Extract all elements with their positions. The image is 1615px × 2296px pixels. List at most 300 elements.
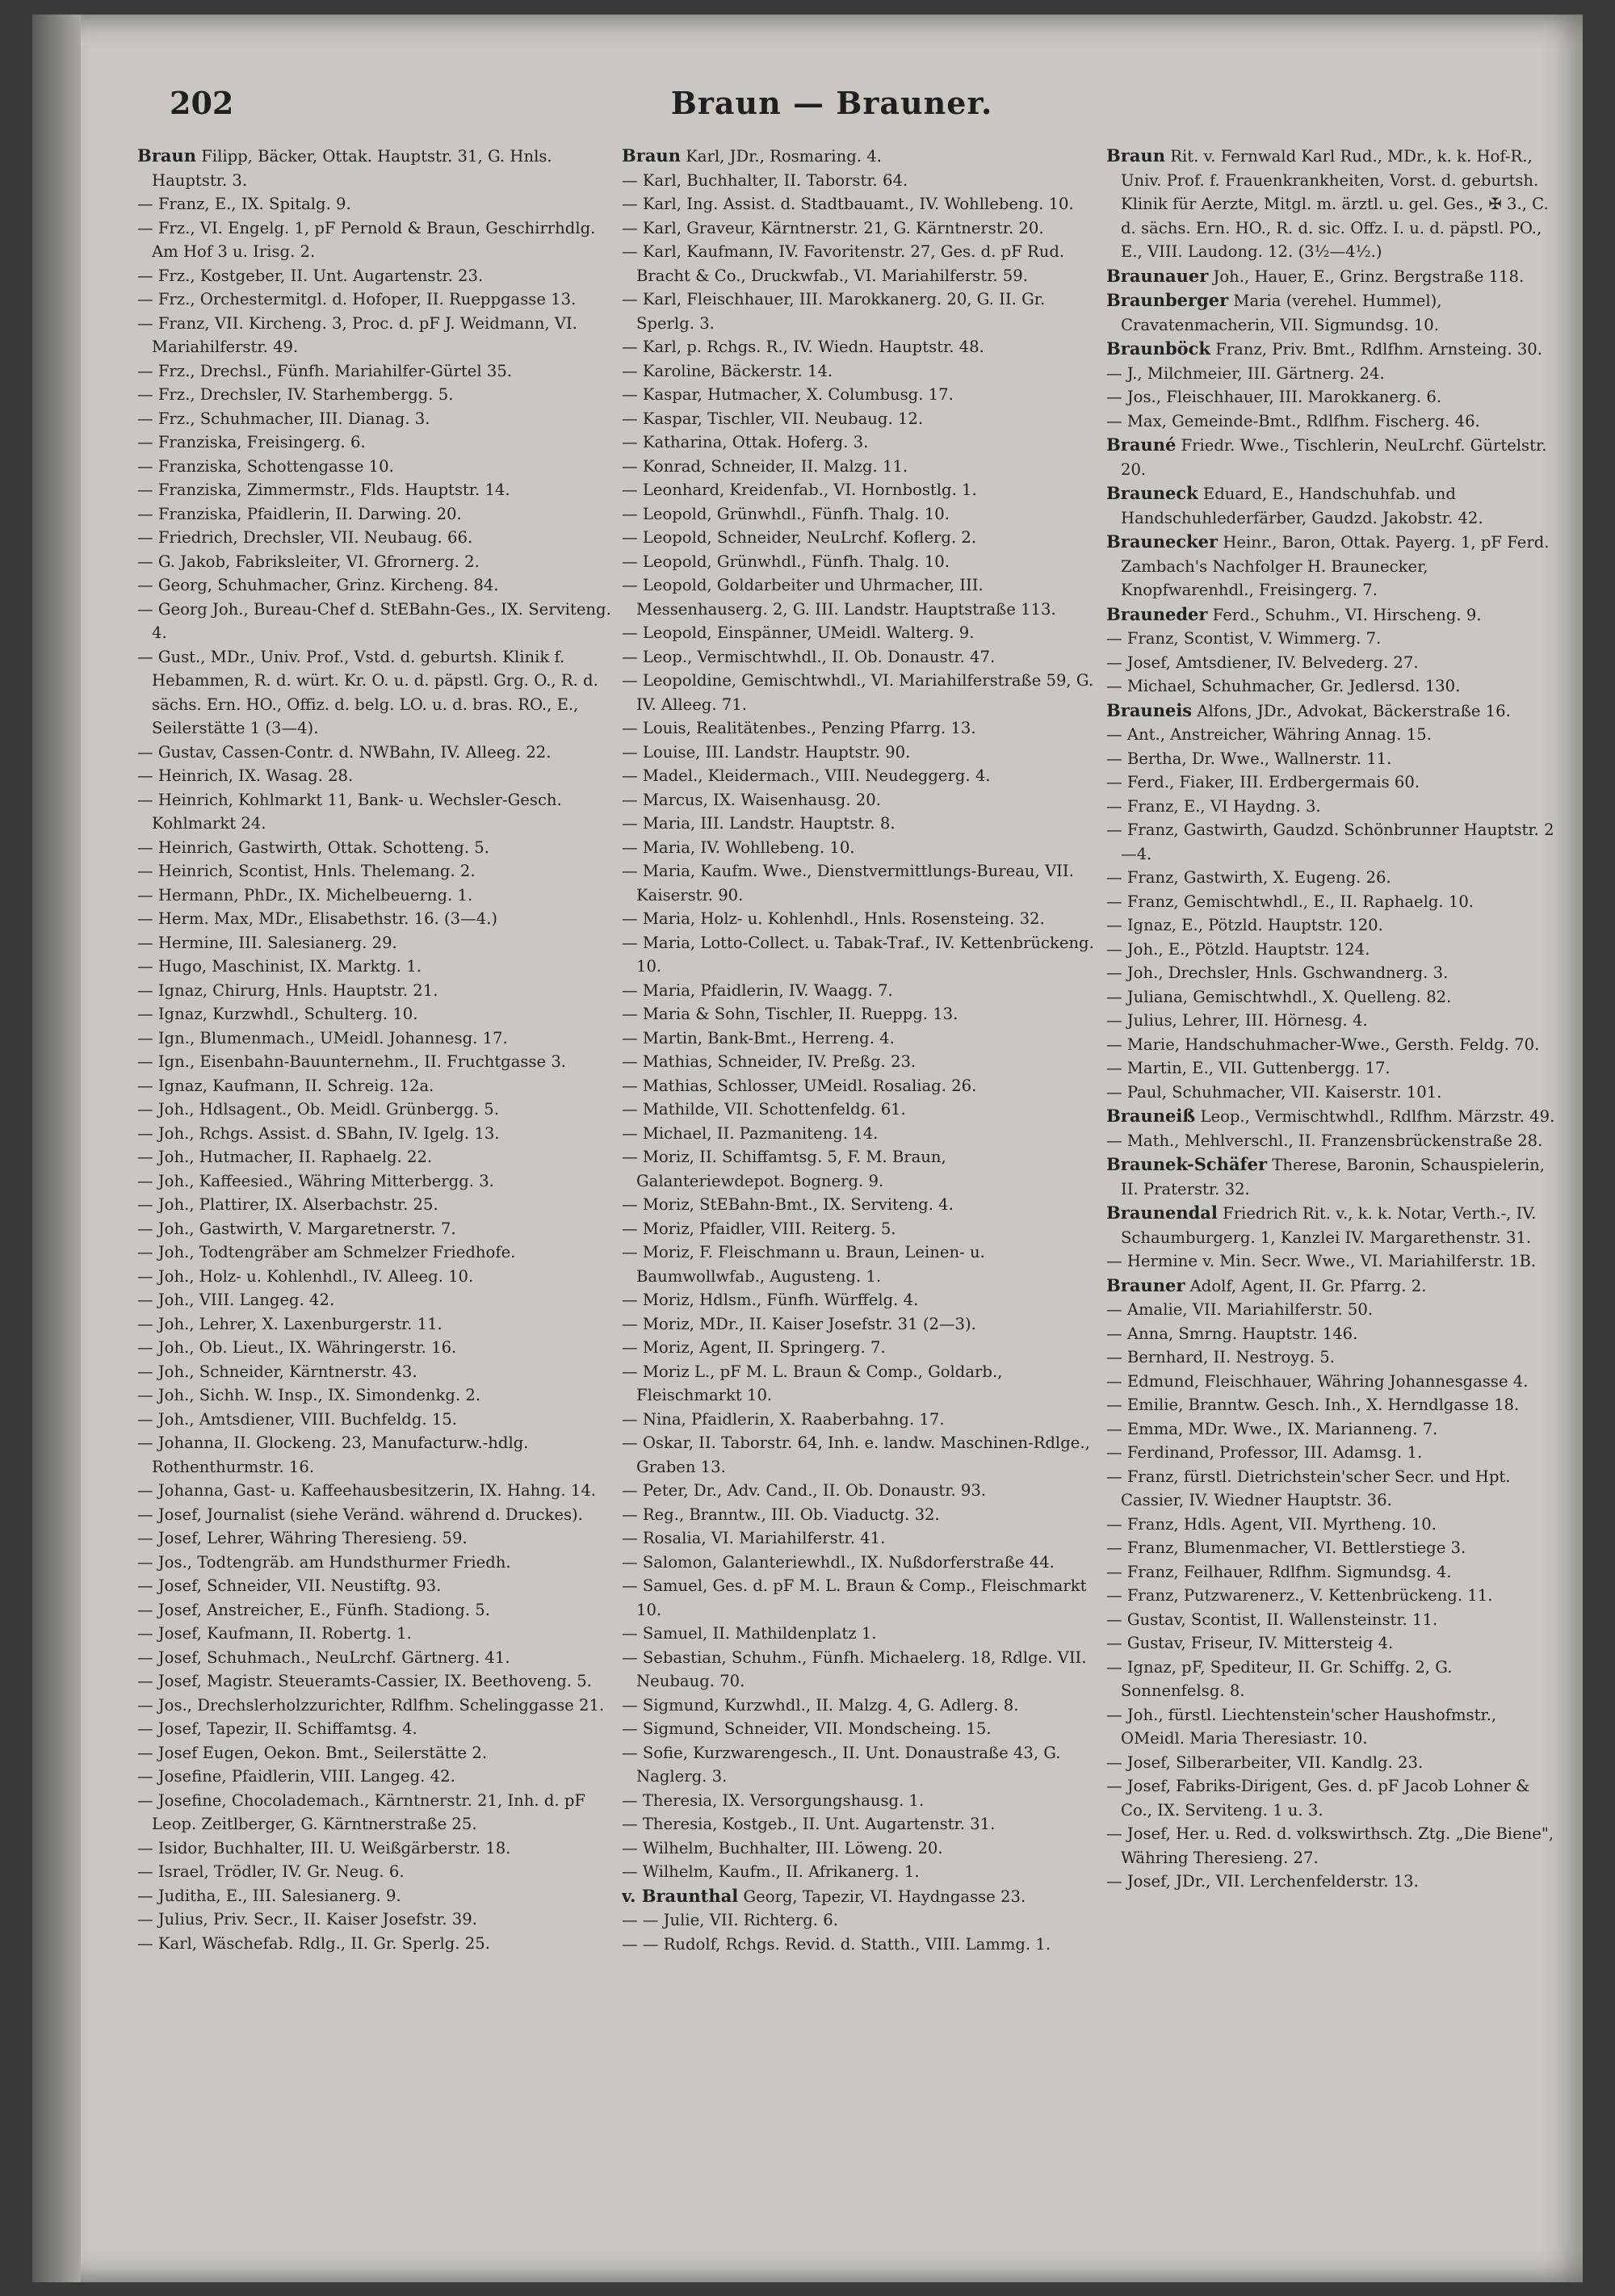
entry-text: — Joh., Kaffeesied., Währing Mitterbergg. 3. (137, 1171, 494, 1190)
directory-entry (1106, 1751, 1558, 1775)
entry-text: — Sigmund, Kurzwhdl., II. Malzg. 4, G. Adlerg. 8. (622, 1695, 1019, 1715)
directory-entry (1106, 913, 1558, 938)
entry-text: — Karl, Ing. Assist. d. Stadtbauamt., IV. Wohllebeng. 10. (622, 195, 1074, 213)
entry-text: — Ignaz, pF, Spediteur, II. Gr. Schiffg. 2, G. Sonnenfelsg. 8. (1106, 1657, 1453, 1700)
directory-entry (137, 1122, 614, 1146)
entry-text: — Josef, Magistr. Steueramts-Cassier, IX. Beethoveng. 5. (137, 1672, 592, 1690)
directory-entry (622, 1074, 1098, 1098)
directory-entry (137, 1860, 614, 1884)
entry-text: — Theresia, IX. Versorgungshausg. 1. (622, 1790, 925, 1810)
entry-text: — Joh., Schneider, Kärntnerstr. 43. (137, 1362, 417, 1381)
entry-text: — Franz, E., IX. Spitalg. 9. (137, 195, 351, 213)
directory-entry (137, 1646, 614, 1670)
entry-text: — Frz., Drechsl., Fünfh. Mariahilfer-Gürtel 35. (137, 361, 513, 380)
directory-entry (137, 1026, 614, 1051)
directory-entry (137, 884, 614, 908)
directory-entry (622, 1336, 1098, 1360)
directory-entry (1106, 747, 1558, 771)
directory-entry (622, 859, 1098, 907)
entry-headword: Brauneck (1106, 483, 1198, 503)
entry-text: — Frz., Orchestermitgl. d. Hofoper, II. Rueppgasse 13. (137, 290, 577, 309)
directory-entry (622, 716, 1098, 741)
directory-entry (137, 1336, 614, 1360)
directory-entry (137, 430, 614, 455)
directory-entry (1106, 1104, 1558, 1129)
directory-entry (1106, 1560, 1558, 1585)
entry-text: Joh., Hauer, E., Grinz. Bergstraße 118. (1213, 267, 1525, 286)
directory-entry (1106, 1441, 1558, 1465)
page-header (137, 85, 1526, 133)
directory-entry (1106, 770, 1558, 795)
entry-text: — Mathilde, VII. Schottenfeldg. 61. (622, 1100, 906, 1119)
directory-entry (622, 836, 1098, 860)
directory-entry (137, 1694, 614, 1718)
directory-entry (622, 1646, 1098, 1694)
directory-entry (137, 478, 614, 502)
directory-entry (622, 288, 1098, 335)
entry-text: — Leopold, Schneider, NeuLrchf. Koflerg. 2. (622, 528, 977, 547)
directory-entry (1106, 890, 1558, 914)
entry-text: — G. Jakob, Fabriksleiter, VI. Gfrornerg. 2. (137, 552, 480, 571)
entry-text: — Kaspar, Tischler, VII. Neubaug. 12. (622, 409, 924, 428)
entry-text: — Joh., Drechsler, Hnls. Gschwandnerg. 3. (1106, 963, 1449, 982)
entry-headword: Brauneder (1106, 603, 1208, 624)
directory-entry (622, 812, 1098, 836)
entry-text: — Joh., Sichh. W. Insp., IX. Simondenkg. 2. (137, 1386, 481, 1404)
directory-entry (1106, 938, 1558, 962)
entry-text: — Hermine, III. Salesianerg. 29. (137, 933, 397, 952)
entry-text: — Theresia, Kostgeb., II. Unt. Augartenstr. 31. (622, 1815, 996, 1833)
directory-entry (622, 1622, 1098, 1646)
directory-entry (622, 478, 1098, 502)
directory-entry (622, 907, 1098, 931)
entry-text: — Franziska, Zimmermstr., Flds. Hauptstr. 14. (137, 481, 510, 499)
entry-text: — Samuel, II. Mathildenplatz 1. (622, 1624, 877, 1643)
directory-entry (137, 979, 614, 1003)
entry-text: Friedr. Wwe., Tischlerin, NeuLrchf. Gürtelstr. 20. (1121, 436, 1547, 479)
directory-entry (1106, 1322, 1558, 1346)
directory-entry (1106, 1081, 1558, 1105)
entry-text: — Heinrich, Kohlmarkt 11, Bank- u. Wechsler-Gesch. Kohlmarkt 24. (137, 790, 562, 833)
entry-text: — Josef, Kaufmann, II. Robertg. 1. (137, 1624, 412, 1643)
directory-entry (137, 598, 614, 645)
directory-entry (622, 1217, 1098, 1241)
directory-entry (137, 573, 614, 598)
entry-text: — Bertha, Dr. Wwe., Wallnerstr. 11. (1106, 749, 1392, 768)
entry-text: — Ant., Anstreicher, Währing Annag. 15. (1106, 725, 1432, 744)
entry-text: — Emilie, Branntw. Gesch. Inh., X. Herndlgasse 18. (1106, 1396, 1520, 1414)
directory-entry (622, 1860, 1098, 1884)
entry-text: Heinr., Baron, Ottak. Payerg. 1, pF Ferd. Zambach's Nachfolger H. Braunecker, Knopfwarenhdl., Freisingerg. 7. (1121, 533, 1550, 599)
entry-text: — Michael, II. Pazmaniteng. 14. (622, 1123, 879, 1143)
directory-entry (137, 1312, 614, 1337)
entry-text: — Joh., Holz- u. Kohlenhdl., IV. Alleeg. 10. (137, 1266, 474, 1286)
entry-text: — Maria, III. Landstr. Hauptstr. 8. (622, 814, 896, 833)
directory-entry (622, 1694, 1098, 1718)
entry-text: — Karl, p. Rchgs. R., IV. Wiedn. Hauptstr. 48. (622, 338, 984, 356)
directory-entry (622, 741, 1098, 765)
directory-entry (1106, 1774, 1558, 1822)
directory-entry (1106, 1656, 1558, 1703)
directory-entry (622, 192, 1098, 216)
entry-text: — Moriz L., pF M. L. Braun & Comp., Goldarb., Fleischmarkt 10. (622, 1362, 1003, 1404)
entry-text: — Paul, Schuhmacher, VII. Kaiserstr. 101. (1106, 1082, 1442, 1102)
entry-text: — Joh., Todtengräber am Schmelzer Friedhofe. (137, 1243, 516, 1261)
running-title: Braun — Brauner. (670, 85, 993, 121)
entry-text: — Sigmund, Schneider, VII. Mondscheing. 15. (622, 1719, 992, 1738)
entry-text: — Rosalia, VI. Mariahilferstr. 41. (622, 1529, 886, 1547)
entry-text: — Joh., Amtsdiener, VIII. Buchfeldg. 15. (137, 1409, 457, 1429)
entry-text: — Joh., Lehrer, X. Laxenburgerstr. 11. (137, 1314, 443, 1333)
entry-text: — Israel, Trödler, IV. Gr. Neug. 6. (137, 1862, 405, 1881)
directory-entry (137, 1265, 614, 1289)
directory-entry (137, 931, 614, 955)
directory-entry (622, 1098, 1098, 1122)
directory-entry (622, 550, 1098, 574)
entry-text: — Julius, Lehrer, III. Hörnesg. 4. (1106, 1011, 1368, 1030)
entry-text: — Leopoldine, Gemischtwhdl., VI. Mariahilferstraße 59, G. IV. Alleeg. 71. (622, 671, 1094, 714)
entry-text: — Emma, MDr. Wwe., IX. Marianneng. 7. (1106, 1419, 1438, 1438)
entry-text: — Louise, III. Landstr. Hauptstr. 90. (622, 742, 911, 762)
entry-text: — Maria, Holz- u. Kohlenhdl., Hnls. Rosensteing. 32. (622, 909, 1045, 928)
entry-text: — Georg, Schuhmacher, Grinz. Kircheng. 84. (137, 576, 499, 594)
directory-entry (1106, 1417, 1558, 1442)
entry-text: — Karl, Fleischhauer, III. Marokkanerg. 20, G. II. Gr. Sperlg. 3. (622, 290, 1046, 333)
directory-entry (137, 1479, 614, 1503)
directory-entry (1106, 1465, 1558, 1513)
directory-entry (137, 1408, 614, 1432)
directory-entry (137, 216, 614, 264)
entry-text: Franz, Priv. Bmt., Rdlfhm. Arnsteing. 30. (1215, 340, 1542, 359)
entry-headword: Braun (137, 145, 196, 166)
entry-headword: Braunböck (1106, 338, 1210, 359)
entry-headword: Braunek-Schäfer (1106, 1154, 1268, 1174)
directory-entry (1106, 818, 1558, 866)
directory-entry (622, 1789, 1098, 1813)
directory-entry (622, 1312, 1098, 1337)
entry-text: — Jos., Fleischhauer, III. Marokkanerg. 6. (1106, 388, 1442, 406)
directory-entry (1106, 1608, 1558, 1632)
entry-text: — Hermine v. Min. Secr. Wwe., VI. Mariahilferstr. 1B. (1106, 1252, 1537, 1270)
directory-entry (622, 1002, 1098, 1026)
directory-entry (137, 1765, 614, 1789)
entry-text: — Josefine, Chocolademach., Kärntnerstr. 21, Inh. d. pF Leop. Zeitlberger, G. Kärntnerstraße 25. (137, 1790, 585, 1833)
entry-text: — — Rudolf, Rchgs. Revid. d. Statth., VIII. Lammg. 1. (622, 1934, 1051, 1954)
directory-entry (622, 1122, 1098, 1146)
directory-entry (137, 1145, 614, 1169)
directory-entry (622, 1933, 1098, 1957)
entry-text: — Franz, Scontist, V. Wimmerg. 7. (1106, 629, 1382, 648)
directory-entry (137, 645, 614, 741)
entry-text: — Josef Eugen, Oekon. Bmt., Seilerstätte 2. (137, 1743, 488, 1762)
directory-entry (137, 1360, 614, 1384)
directory-entry (137, 955, 614, 979)
directory-entry (622, 1717, 1098, 1741)
entry-text: — Joh., fürstl. Liechtenstein'scher Haushofmstr., OMeidl. Maria Theresiastr. 10. (1106, 1705, 1497, 1748)
directory-entry (137, 264, 614, 288)
directory-entry (137, 907, 614, 931)
entry-text: — Heinrich, Gastwirth, Ottak. Schotteng. 5. (137, 837, 489, 857)
directory-entry (622, 1884, 1098, 1909)
entry-text: — Franz, fürstl. Dietrichstein'scher Secr. und Hpt. Cassier, IV. Wiedner Hauptstr. 36. (1106, 1467, 1511, 1509)
directory-entry (622, 1526, 1098, 1551)
entry-headword: Braunauer (1106, 265, 1209, 286)
entry-text: — Frz., Drechsler, IV. Starhembergg. 5. (137, 385, 454, 404)
entry-text: — Friedrich, Drechsler, VII. Neubaug. 66. (137, 528, 473, 547)
entry-text: — Marie, Handschuhmacher-Wwe., Gersth. Feldg. 70. (1106, 1035, 1540, 1054)
directory-entry (622, 764, 1098, 788)
entry-text: — Reg., Branntw., III. Ob. Viaductg. 32. (622, 1505, 940, 1524)
entry-text: — Moriz, Agent, II. Springerg. 7. (622, 1338, 886, 1357)
entry-text: — Franz, Hdls. Agent, VII. Myrtheng. 10. (1106, 1514, 1437, 1534)
directory-entry (1106, 1345, 1558, 1370)
entry-text: — Leopold, Einspänner, UMeidl. Walterg. 9. (622, 623, 975, 642)
entry-headword: Braunendal (1106, 1203, 1218, 1223)
directory-entry (622, 216, 1098, 241)
directory-entry (622, 1574, 1098, 1622)
entry-text: — Wilhelm, Kaufm., II. Afrikanerg. 1. (622, 1862, 920, 1881)
directory-entry (137, 1503, 614, 1527)
directory-entry (1106, 1152, 1558, 1201)
entry-text: — Moriz, MDr., II. Kaiser Josefstr. 31 (2—3). (622, 1314, 976, 1333)
directory-entry (1106, 1703, 1558, 1751)
directory-entry (622, 430, 1098, 455)
directory-entry (1106, 1009, 1558, 1033)
entry-text: — Juditha, E., III. Salesianerg. 9. (137, 1886, 401, 1905)
directory-entry (1106, 795, 1558, 819)
entry-text: — Franziska, Schottengasse 10. (137, 456, 394, 476)
directory-entry (137, 1288, 614, 1312)
entry-text: — Gust., MDr., Univ. Prof., Vstd. d. geburtsh. Klinik f. Hebammen, R. d. würt. Kr. O. u. d. päpstl. Grg. O., R. d. sächs. Ern. HO., Offiz. d. belg. LO. u. d. bras. RO., E., Seilerstätte 1 (3—4). (137, 647, 598, 737)
directory-entry (137, 192, 614, 216)
entry-text: — Sofie, Kurzwarengesch., II. Unt. Donaustraße 43, G. Naglerg. 3. (622, 1743, 1061, 1786)
entry-text: — Josefine, Pfaidlerin, VIII. Langeg. 42. (137, 1767, 455, 1786)
directory-entry (137, 1050, 614, 1074)
entry-text: — Mathias, Schlosser, UMeidl. Rosaliag. 26. (622, 1076, 977, 1095)
directory-entry (622, 359, 1098, 384)
directory-entry (1106, 1393, 1558, 1417)
entry-text: — Bernhard, II. Nestroyg. 5. (1106, 1348, 1335, 1366)
entry-text: Rit. v. Fernwald Karl Rud., MDr., k. k. Hof-R., Univ. Prof. f. Frauenkrankheiten, Vorst. d. geburtsh. Klinik für Aerzte, Mitgl. m. ärztl. u. gel. Ges., ✠ 3., C. d. sächs. Ern. HO., R. d. sic. Offz. I. u. d. päpstl. PO., E., VIII. Laudong. 12. (3½—4½.) (1121, 147, 1549, 261)
entry-text: — Josef, JDr., VII. Lerchenfelderstr. 13. (1106, 1872, 1419, 1891)
directory-entry (1106, 627, 1558, 651)
entry-text: — Salomon, Galanteriewhdl., IX. Nußdorferstraße 44. (622, 1552, 1055, 1572)
entry-text: — Ignaz, Chirurg, Hnls. Hauptstr. 21. (137, 980, 438, 1000)
entry-text: — Josef, Lehrer, Währing Theresieng. 59. (137, 1529, 468, 1547)
entry-text: — Julius, Priv. Secr., II. Kaiser Josefstr. 39. (137, 1910, 477, 1929)
directory-entry (137, 288, 614, 312)
directory-entry (137, 1932, 614, 1956)
directory-entry (622, 502, 1098, 527)
entry-text: — Karl, Graveur, Kärntnerstr. 21, G. Kärntnerstr. 20. (622, 218, 1044, 237)
directory-entry (137, 407, 614, 431)
directory-entry (622, 669, 1098, 716)
directory-entry (1106, 866, 1558, 890)
directory-entry (137, 1598, 614, 1622)
entry-text: — Joh., Rchgs. Assist. d. SBahn, IV. Igelg. 13. (137, 1123, 500, 1143)
entry-text: — Leopold, Grünwhdl., Fünfh. Thalg. 10. (622, 504, 950, 523)
column-2 (622, 144, 1098, 2227)
entry-text: Therese, Baronin, Schauspielerin, II. Praterstr. 32. (1121, 1156, 1545, 1198)
entry-text: — Moriz, Hdlsm., Fünfh. Würffelg. 4. (622, 1291, 919, 1309)
entry-text: — Franz, Blumenmacher, VI. Bettlerstiege 3. (1106, 1538, 1466, 1557)
directory-entry (622, 169, 1098, 193)
entry-headword: Brauneiß (1106, 1106, 1196, 1126)
entry-headword: v. Braunthal (622, 1885, 739, 1906)
directory-entry (137, 1074, 614, 1098)
directory-entry (1106, 1631, 1558, 1656)
entry-text: — Louis, Realitätenbes., Penzing Pfarrg. 13. (622, 719, 976, 737)
entry-text: — Michael, Schuhmacher, Gr. Jedlersd. 130. (1106, 677, 1461, 695)
directory-entry (1106, 530, 1558, 602)
book-gutter (32, 15, 81, 2282)
directory-entry (622, 1431, 1098, 1479)
entry-text: — J., Milchmeier, III. Gärtnerg. 24. (1106, 363, 1385, 383)
entry-text: — Jos., Drechslerholzzurichter, Rdlfhm. Schelinggasse 21. (137, 1695, 605, 1715)
entry-text: — Josef, Anstreicher, E., Fünfh. Stadiong. 5. (137, 1600, 490, 1619)
entry-text: — Maria, Pfaidlerin, IV. Waagg. 7. (622, 980, 893, 1000)
entry-text: — Leop., Vermischtwhdl., II. Ob. Donaustr. 47. (622, 647, 996, 666)
directory-entry (137, 1240, 614, 1265)
directory-entry (1106, 1033, 1558, 1057)
directory-entry (1106, 602, 1558, 628)
directory-entry (1106, 409, 1558, 434)
directory-entry (1106, 1129, 1558, 1153)
directory-entry (137, 1669, 614, 1694)
entry-text: — Herm. Max, MDr., Elisabethstr. 16. (3—4.) (137, 909, 498, 928)
directory-entry (137, 455, 614, 479)
entry-text: — Madel., Kleidermach., VIII. Neudeggerg. 4. (622, 766, 991, 785)
entry-text: — Georg Joh., Bureau-Chef d. StEBahn-Ges., IX. Serviteng. 4. (137, 599, 611, 642)
entry-text: — Maria & Sohn, Tischler, II. Rueppg. 13. (622, 1005, 959, 1023)
directory-entry (137, 1526, 614, 1551)
entry-text: — Josef, Her. u. Red. d. volkswirthsch. Ztg. „Die Biene", Währing Theresieng. 27. (1106, 1824, 1554, 1867)
directory-entry (622, 1503, 1098, 1527)
entry-text: — Math., Mehlverschl., II. Franzensbrückenstraße 28. (1106, 1131, 1543, 1150)
entry-text: — Max, Gemeinde-Bmt., Rdlfhm. Fischerg. 46. (1106, 411, 1480, 430)
entry-text: — Josef, Journalist (siehe Veränd. während d. Druckes). (137, 1505, 583, 1524)
entry-text: — Karl, Kaufmann, IV. Favoritenstr. 27, Ges. d. pF Rud. Bracht & Co., Druckwfab., VI. Mariahilferstr. 59. (622, 242, 1065, 285)
directory-entry (137, 1622, 614, 1646)
directory-entry (622, 979, 1098, 1003)
directory-entry (622, 788, 1098, 812)
column-1 (137, 144, 614, 2227)
entry-text: — Franz, Putzwarenerz., V. Kettenbrückeng. 11. (1106, 1586, 1493, 1605)
entry-headword: Braun (622, 145, 681, 166)
directory-entry (137, 764, 614, 788)
entry-text: — Mathias, Schneider, IV. Preßg. 23. (622, 1052, 917, 1071)
directory-entry (137, 1884, 614, 1908)
directory-entry (622, 1193, 1098, 1217)
entry-text: — Hugo, Maschinist, IX. Marktg. 1. (137, 957, 422, 976)
directory-entry (1106, 1249, 1558, 1274)
entry-text: — Ign., Blumenmach., UMeidl. Johannesg. 17. (137, 1028, 508, 1047)
directory-entry (137, 359, 614, 384)
directory-entry (1106, 1584, 1558, 1608)
entry-text: Karl, JDr., Rosmaring. 4. (686, 147, 882, 166)
directory-entry (137, 1169, 614, 1194)
directory-entry (137, 1551, 614, 1575)
entry-text: — Leonhard, Kreidenfab., VI. Hornbostlg. 1. (622, 481, 977, 499)
directory-entry (137, 144, 614, 192)
entry-text: — Peter, Dr., Adv. Cand., II. Ob. Donaustr. 93. (622, 1481, 987, 1500)
directory-entry (622, 1360, 1098, 1408)
entry-text: — Anna, Smrng. Hauptstr. 146. (1106, 1324, 1358, 1343)
entry-text: — Josef, Schuhmach., NeuLrchf. Gärtnerg. 41. (137, 1647, 510, 1667)
entry-text: — Joh., Hutmacher, II. Raphaelg. 22. (137, 1148, 433, 1166)
directory-entry (622, 335, 1098, 359)
column-3 (1106, 144, 1558, 2227)
directory-entry (622, 455, 1098, 479)
directory-entry (137, 526, 614, 550)
entry-text: — Amalie, VII. Mariahilferstr. 50. (1106, 1300, 1374, 1319)
directory-entry (1106, 985, 1558, 1009)
entry-text: — Ferd., Fiaker, III. Erdbergermais 60. (1106, 773, 1420, 791)
entry-text: — Kaspar, Hutmacher, X. Columbusg. 17. (622, 385, 954, 404)
entry-text: — Josef, Tapezir, II. Schiffamtsg. 4. (137, 1719, 417, 1738)
directory-entry (1106, 1298, 1558, 1322)
directory-entry (1106, 288, 1558, 337)
entry-text: Adolf, Agent, II. Gr. Pfarrg. 2. (1189, 1276, 1427, 1295)
entry-text: — Nina, Pfaidlerin, X. Raaberbahng. 17. (622, 1409, 945, 1429)
directory-entry (622, 573, 1098, 621)
directory-entry (137, 1383, 614, 1408)
entry-text: — Franz, Gastwirth, Gaudzd. Schönbrunner Hauptstr. 2—4. (1106, 821, 1554, 863)
entry-text: Alfons, JDr., Advokat, Bäckerstraße 16. (1197, 701, 1511, 720)
directory-entry (137, 1908, 614, 1932)
entry-text: — Leopold, Goldarbeiter und Uhrmacher, III. Messenhauserg. 2, G. III. Landstr. Hauptstraße 113. (622, 576, 1056, 619)
entry-text: — Marcus, IX. Waisenhausg. 20. (622, 790, 881, 809)
directory-entry (1106, 674, 1558, 699)
entry-text: — Oskar, II. Taborstr. 64, Inh. e. landw. Maschinen-Rdlge., Graben 13. (622, 1433, 1090, 1476)
entry-text: — Johanna, II. Glockeng. 23, Manufacturw.-hdlg. Rothenthurmstr. 16. (137, 1433, 529, 1476)
entry-text: Ferd., Schuhm., VI. Hirscheng. 9. (1212, 605, 1482, 624)
entry-text: — Samuel, Ges. d. pF M. L. Braun & Comp., Fleischmarkt 10. (622, 1576, 1087, 1619)
directory-entry (1106, 1822, 1558, 1870)
entry-text: — Moriz, F. Fleischmann u. Braun, Leinen- u. Baumwollwfab., Augusteng. 1. (622, 1243, 985, 1286)
directory-entry (622, 1145, 1098, 1193)
directory-entry (1106, 385, 1558, 409)
entry-text: — Leopold, Grünwhdl., Fünfh. Thalg. 10. (622, 552, 950, 571)
directory-entry (137, 1836, 614, 1861)
directory-entry (137, 502, 614, 527)
entry-text: — Katharina, Ottak. Hoferg. 3. (622, 433, 869, 451)
entry-text: — Franz, Feilhauer, Rdlfhm. Sigmundsg. 4. (1106, 1562, 1452, 1581)
directory-entry (622, 1908, 1098, 1933)
entry-text: — Maria, IV. Wohllebeng. 10. (622, 837, 855, 857)
entry-headword: Braunberger (1106, 290, 1229, 310)
entry-headword: Braunecker (1106, 531, 1219, 552)
entry-text: — Moriz, StEBahn-Bmt., IX. Serviteng. 4. (622, 1195, 954, 1214)
entry-text: — Maria, Kaufm. Wwe., Dienstvermittlungs-Bureau, VII. Kaiserstr. 90. (622, 862, 1074, 905)
directory-entry (137, 312, 614, 359)
entry-text: — Joh., E., Pötzld. Hauptstr. 124. (1106, 939, 1370, 959)
entry-text: — Franziska, Freisingerg. 6. (137, 433, 366, 451)
entry-text: — Josef, Amtsdiener, IV. Belvederg. 27. (1106, 653, 1419, 672)
directory-entry (137, 1741, 614, 1765)
directory-entry (137, 550, 614, 574)
directory-entry (622, 1479, 1098, 1503)
directory-entry (1106, 723, 1558, 747)
entry-text: — Heinrich, Scontist, Hnls. Thelemang. 2. (137, 862, 476, 880)
entry-text: — Franz, E., VI Haydng. 3. (1106, 796, 1321, 816)
directory-entry (137, 859, 614, 884)
entry-text: — Wilhelm, Buchhalter, III. Löweng. 20. (622, 1838, 943, 1857)
entry-text: — Joh., Ob. Lieut., IX. Währingerstr. 16. (137, 1338, 457, 1357)
entry-text: Georg, Tapezir, VI. Haydngasse 23. (743, 1887, 1026, 1906)
entry-text: — Gustav, Friseur, IV. Mittersteig 4. (1106, 1634, 1394, 1652)
entry-text: — Martin, E., VII. Guttenbergg. 17. (1106, 1059, 1391, 1077)
